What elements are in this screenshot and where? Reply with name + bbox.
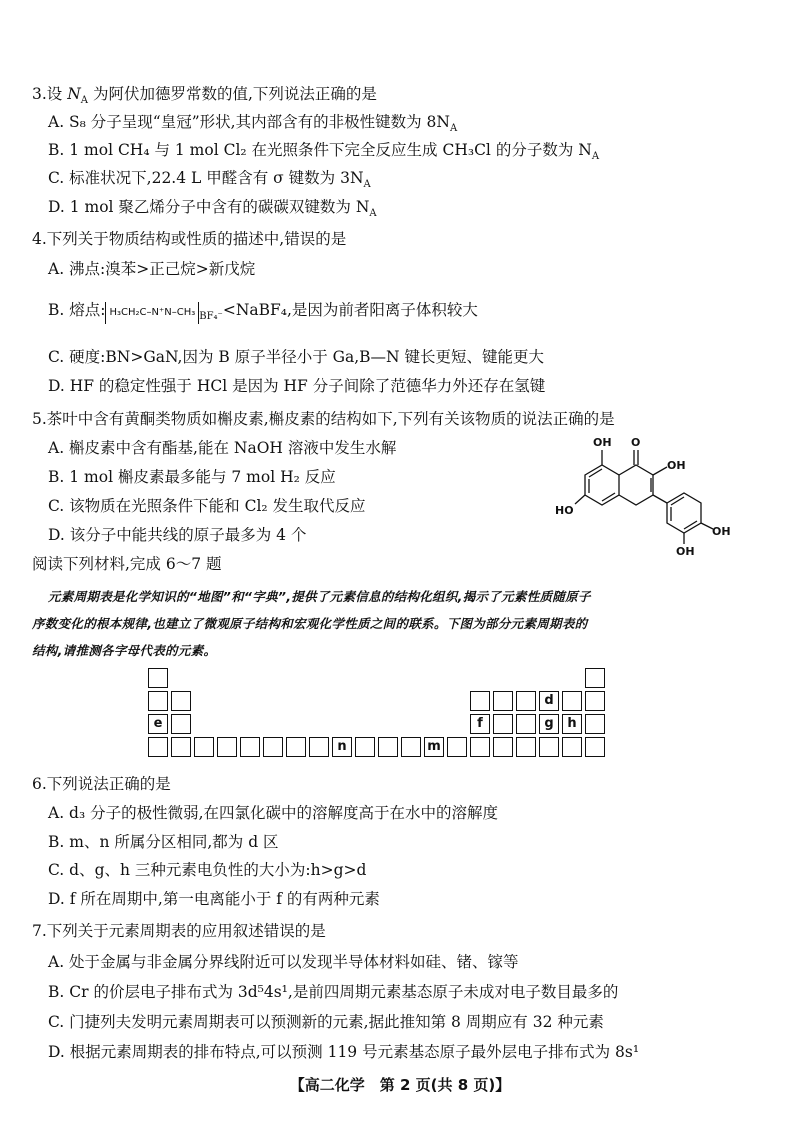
pt-cell <box>217 737 237 757</box>
pt-cell-h: h <box>562 714 582 734</box>
material-paragraph-line-3: 结构,请推测各字母代表的元素。 <box>32 643 217 658</box>
q5-option-b: B. 1 mol 槲皮素最多能与 7 mol H₂ 反应 <box>48 468 336 486</box>
material-paragraph-line-1: 元素周期表是化学知识的“地图”和“字典”,提供了元素信息的结构化组织,揭示了元素性质随原子 <box>48 589 591 604</box>
pt-cell <box>171 737 191 757</box>
pt-cell <box>585 714 605 734</box>
pt-cell <box>562 737 582 757</box>
q5-option-c: C. 该物质在光照条件下能和 Cl₂ 发生取代反应 <box>48 497 366 515</box>
pt-cell <box>585 668 605 688</box>
q4-anion: BF₄⁻ <box>199 311 223 322</box>
pt-cell <box>470 737 490 757</box>
q4-option-b <box>48 299 478 328</box>
pt-cell <box>562 691 582 711</box>
pt-cell <box>148 737 168 757</box>
q4-option-b-post: <NaBF₄,是因为前者阳离子体积较大 <box>222 301 478 319</box>
q3-stem-var: N <box>67 85 81 103</box>
q3-stem-pre: 3.设 <box>32 85 68 103</box>
pt-cell-e: e <box>148 714 168 734</box>
pt-cell <box>148 691 168 711</box>
q4-option-a: A. 沸点:溴苯>正己烷>新戊烷 <box>48 260 256 278</box>
pt-cell-m: m <box>424 737 444 757</box>
mol-label-oh-right: OH <box>667 459 686 472</box>
pt-cell-d: d <box>539 691 559 711</box>
q6-option-c: C. d、g、h 三种元素电负性的大小为:h>g>d <box>48 861 367 879</box>
pt-cell <box>470 691 490 711</box>
pt-cell-f: f <box>470 714 490 734</box>
q3-option-d <box>48 196 377 225</box>
q3-option-d-sub: A <box>369 208 377 220</box>
pt-cell <box>401 737 421 757</box>
pt-cell <box>355 737 375 757</box>
pt-cell <box>585 737 605 757</box>
q6-option-d: D. f 所在周期中,第一电离能小于 f 的有两种元素 <box>48 890 380 908</box>
q3-option-a <box>48 111 457 140</box>
q6-option-a: A. d₃ 分子的极性微弱,在四氯化碳中的溶解度高于在水中的溶解度 <box>48 804 499 822</box>
pt-cell <box>171 691 191 711</box>
q3-option-c-sub: A <box>363 179 371 191</box>
pt-cell-g: g <box>539 714 559 734</box>
pt-cell <box>516 691 536 711</box>
page-footer: 【高二化学 第 2 页(共 8 页)】 <box>289 1076 511 1094</box>
pt-cell <box>309 737 329 757</box>
q5-stem: 5.茶叶中含有黄酮类物质如槲皮素,槲皮素的结构如下,下列有关该物质的说法正确的是 <box>32 410 615 428</box>
mol-label-oh-top: OH <box>593 436 612 449</box>
q3-stem-sub: A <box>80 95 89 107</box>
q3-stem-post: 为阿伏加德罗常数的值,下列说法正确的是 <box>88 85 377 103</box>
q4-option-b-pre: B. 熔点: <box>48 301 106 319</box>
pt-cell <box>171 714 191 734</box>
q4-option-d: D. HF 的稳定性强于 HCl 是因为 HF 分子间除了范德华力外还存在氢键 <box>48 377 546 395</box>
pt-cell <box>240 737 260 757</box>
q3-option-a-sub: A <box>449 123 458 135</box>
q6-option-b: B. m、n 所属分区相同,都为 d 区 <box>48 833 279 851</box>
pt-cell <box>447 737 467 757</box>
material-intro: 阅读下列材料,完成 6～7 题 <box>32 555 222 573</box>
q5-option-d: D. 该分子中能共线的原子最多为 4 个 <box>48 526 307 544</box>
pt-cell <box>516 714 536 734</box>
q7-stem: 7.下列关于元素周期表的应用叙述错误的是 <box>32 922 326 940</box>
pt-cell <box>493 691 513 711</box>
q6-stem: 6.下列说法正确的是 <box>32 775 171 793</box>
q7-option-b: B. Cr 的价层电子排布式为 3d⁵4s¹,是前四周期元素基态原子未成对电子数目最多的 <box>48 983 619 1001</box>
pt-cell <box>539 737 559 757</box>
pt-cell <box>585 691 605 711</box>
material-paragraph-line-2: 序数变化的根本规律,也建立了微观原子结构和宏观化学性质之间的联系。下图为部分元素周期表的 <box>32 616 588 631</box>
mol-label-ho-left: HO <box>555 504 574 517</box>
pt-cell <box>286 737 306 757</box>
pt-cell-n: n <box>332 737 352 757</box>
pt-cell <box>263 737 283 757</box>
q4-stem: 4.下列关于物质结构或性质的描述中,错误的是 <box>32 230 347 248</box>
pt-cell <box>378 737 398 757</box>
q3-option-c-text: C. 标准状况下,22.4 L 甲醛含有 σ 键数为 3N <box>48 169 364 187</box>
cation-bracket <box>105 302 199 324</box>
q3-option-b-sub: A <box>591 151 600 163</box>
q3-option-d-text: D. 1 mol 聚乙烯分子中含有的碳碳双键数为 N <box>48 198 370 216</box>
q4-cation-formula: H₃CH₂C–N⁺N–CH₃ <box>109 307 196 318</box>
pt-cell <box>148 668 168 688</box>
q5-option-a: A. 槲皮素中含有酯基,能在 NaOH 溶液中发生水解 <box>48 439 397 457</box>
pt-cell <box>516 737 536 757</box>
q3-option-b-text: B. 1 mol CH₄ 与 1 mol Cl₂ 在光照条件下完全反应生成 CH₃Cl 的分子数为 N <box>48 141 592 159</box>
mol-label-oh-ring-bottom: OH <box>676 545 695 557</box>
q3-stem <box>32 83 377 112</box>
q7-option-c: C. 门捷列夫发明元素周期表可以预测新的元素,据此推知第 8 周期应有 32 种元素 <box>48 1013 604 1031</box>
q3-option-a-text: A. S₈ 分子呈现“皇冠”形状,其内部含有的非极性键数为 8N <box>48 113 450 131</box>
q7-option-a: A. 处于金属与非金属分界线附近可以发现半导体材料如硅、锗、镓等 <box>48 953 519 971</box>
pt-cell <box>493 714 513 734</box>
q3-option-b <box>48 139 599 168</box>
q7-option-d: D. 根据元素周期表的排布特点,可以预测 119 号元素基态原子最外层电子排布式为 8s¹ <box>48 1043 640 1061</box>
q4-option-c: C. 硬度:BN>GaN,因为 B 原子半径小于 Ga,B—N 键长更短、键能更大 <box>48 348 545 366</box>
pt-cell <box>194 737 214 757</box>
quercetin-structure <box>555 432 745 557</box>
q3-option-c <box>48 167 371 196</box>
mol-label-o-top: O <box>631 436 641 449</box>
pt-cell <box>493 737 513 757</box>
mol-label-oh-ring-right: OH <box>712 525 731 538</box>
